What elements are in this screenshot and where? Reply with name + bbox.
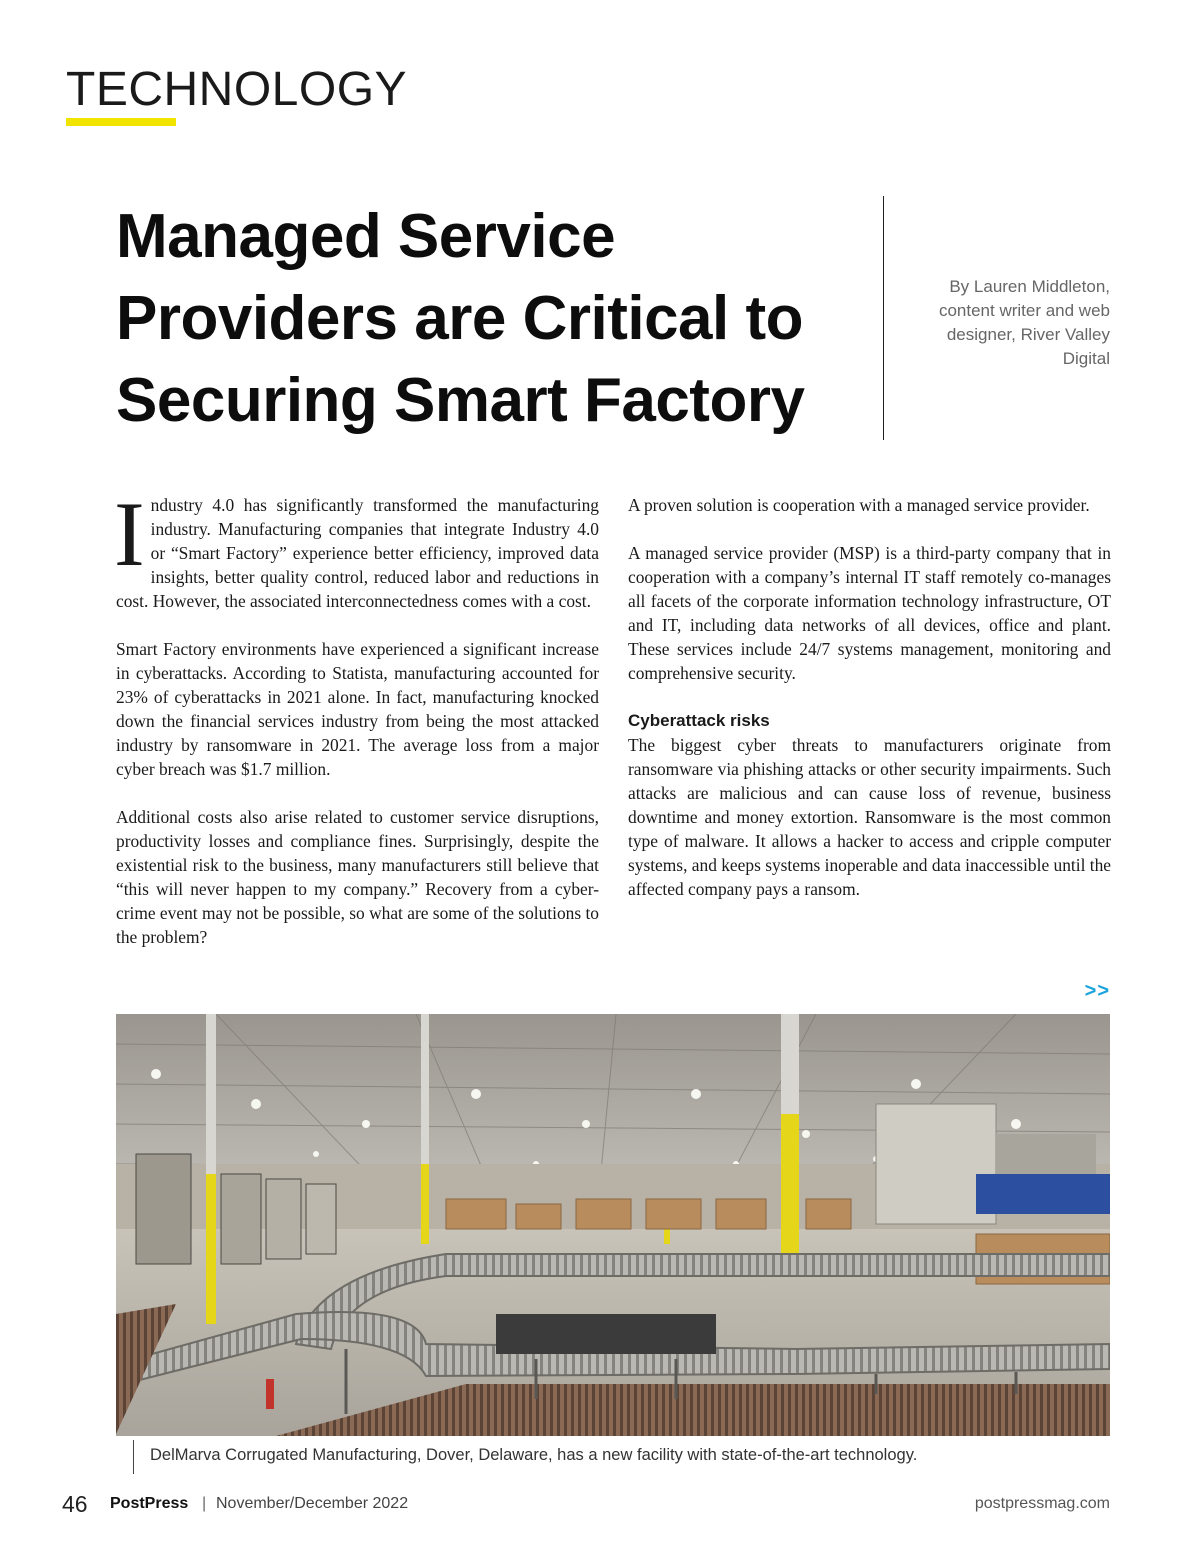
page-number: 46 <box>62 1491 88 1517</box>
page-footer <box>62 1493 1110 1519</box>
paragraph-1 <box>114 483 599 613</box>
byline-divider <box>883 196 884 440</box>
paragraph-1-text: ndustry 4.0 has significantly transformed the manufacturing industry. Manufacturing companies that integrate Industry 4.0 or “Smart Factory” experience better efficiency, improved data insights, better quality control, reduced labor and reductions in cost. However, the associated interconnectedness comes with a cost. <box>116 495 599 611</box>
paragraph-2: Smart Factory environments have experienced a significant increase in cyberattacks. According to Statista, manufacturing accounted for 23% of cyberattacks in 2021 alone. In fact, manufacturing knocked down the financial services industry from being the most attacked industry by ransomware in 2021. The average loss from a major cyber breach was $1.7 million. <box>116 639 599 779</box>
paragraph-6: The biggest cyber threats to manufacturers originate from ransomware via phishing attacks or other security impairments. Such attacks are malicious and can cause loss of revenue, business downtime and money extortion. Ransomware is the most common type of malware. It allows a hacker to access and cripple computer systems, and keeps systems inoperable and data inaccessible until the affected company pays a ransom. <box>628 735 1111 899</box>
photo-caption: DelMarva Corrugated Manufacturing, Dover, Delaware, has a new facility with state-of-the-art technology. <box>150 1446 918 1464</box>
caption-divider <box>133 1440 134 1474</box>
drop-cap: I <box>114 483 145 585</box>
subhead-cyberattack-risks: Cyberattack risks <box>628 711 770 730</box>
publication-name: PostPress <box>110 1495 189 1512</box>
paragraph-4: A proven solution is cooperation with a managed service provider. <box>628 495 1090 515</box>
paragraph-5: A managed service provider (MSP) is a third-party company that in cooperation with a company’s internal IT staff remotely co-manages all facets of the corporate information technology infrastructure, OT and IT, including data networks of all devices, office and plant. These services include 24/7 systems management, monitoring and comprehensive security. <box>628 543 1111 683</box>
paragraph-3: Additional costs also arise related to customer service disruptions, productivity losses and compliance fines. Surprisingly, despite the existential risk to the business, many manufacturers still believe that “this will never happen to my company.” Recovery from a cyber-crime event may not be possible, so what are some of the solutions to the problem? <box>116 807 599 947</box>
factory-photo <box>116 1014 1110 1436</box>
continue-arrow-icon[interactable]: >> <box>1084 980 1110 1002</box>
article-headline: Managed Service Providers are Critical to Securing Smart Factory <box>116 202 805 435</box>
article-column-right <box>628 493 1111 925</box>
issue-date: November/December 2022 <box>216 1495 409 1512</box>
section-label: TECHNOLOGY <box>66 63 408 116</box>
article-byline: By Lauren Middleton, content writer and web designer, River Valley Digital <box>938 277 1110 368</box>
factory-illustration <box>116 1014 1110 1436</box>
section-accent-bar <box>66 118 176 126</box>
footer-separator: | <box>202 1495 207 1512</box>
website-link[interactable]: postpressmag.com <box>974 1495 1110 1512</box>
article-column-left <box>114 483 599 973</box>
